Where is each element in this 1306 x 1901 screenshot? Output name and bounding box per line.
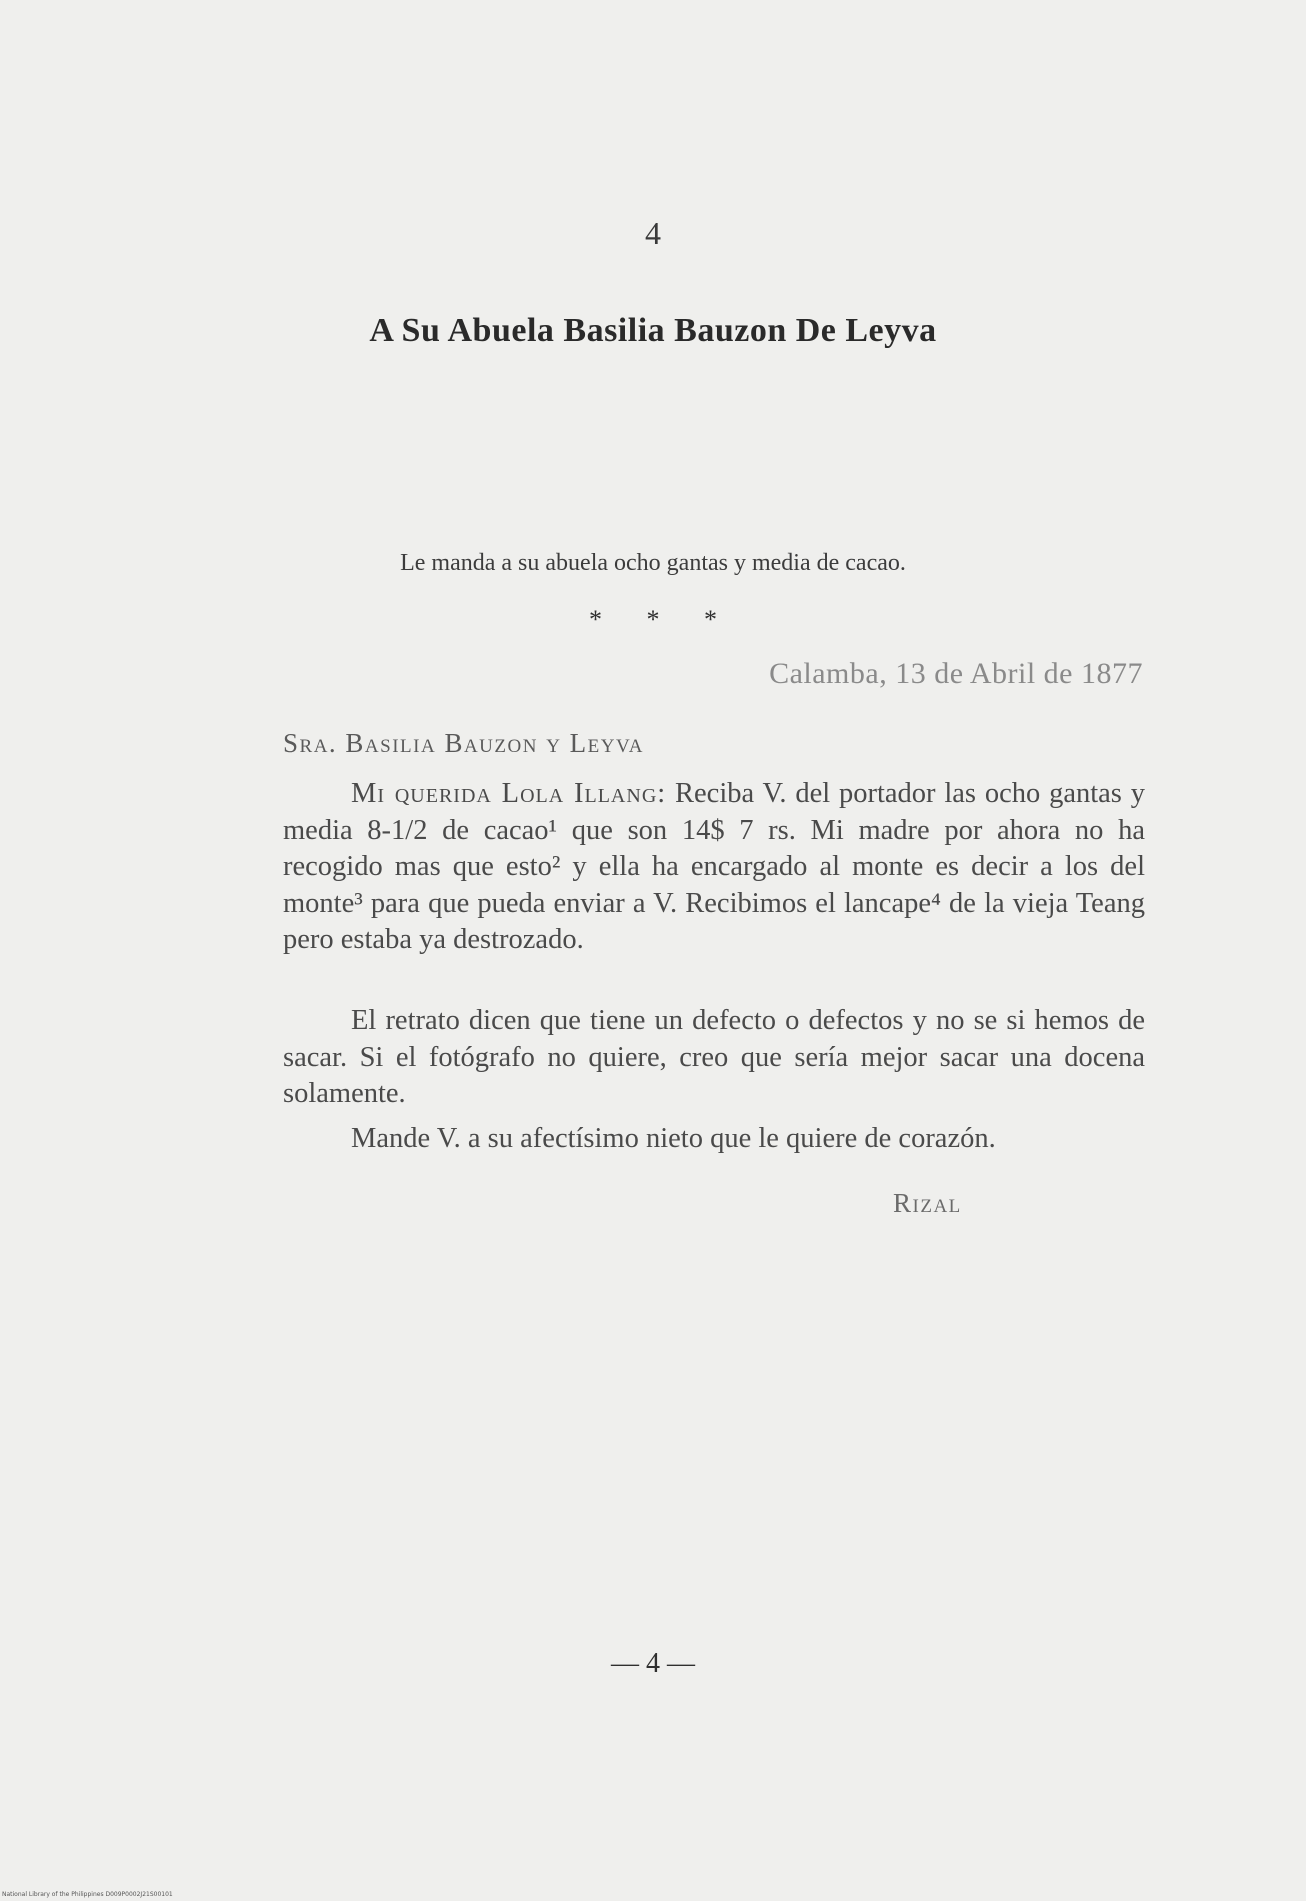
paragraph-3: Mande V. a su afectísimo nieto que le quiere de corazón. <box>351 1123 996 1154</box>
letter-number: 4 <box>645 215 661 251</box>
paragraph-2: El retrato dicen que tiene un defecto o defectos y no se si hemos de sacar. Si el fotógrafo no quiere, creo que sería mejor sacar una docena solamente. <box>283 1005 1145 1109</box>
footer-credit: National Library of the Philippines D009P0002J21S00101 <box>2 1891 173 1898</box>
salutation: Mi querida Lola Illang: <box>351 778 667 809</box>
letter-summary: Le manda a su abuela ocho gantas y media de cacao. <box>400 550 906 576</box>
letter-title: A Su Abuela Basilia Bauzon De Leyva <box>369 312 937 349</box>
addressee: Sra. Basilia Bauzon y Leyva <box>283 728 644 758</box>
section-separator: * * * <box>589 605 717 634</box>
paragraph-1 <box>283 776 1145 959</box>
paragraph-1-text: Reciba V. del portador las ocho gantas y media 8-1/2 de cacao¹ que son 14$ 7 rs. Mi madre por ahora no ha recogido mas que esto² y ella ha encargado al monte es decir a los del monte³ para que pueda enviar a V. Recibimos el lancape⁴ de la vieja Teang pero estaba ya destrozado. <box>283 778 1145 955</box>
signature: Rizal <box>893 1188 962 1218</box>
page-number: — 4 — <box>611 1648 695 1679</box>
dateline: Calamba, 13 de Abril de 1877 <box>769 657 1143 690</box>
